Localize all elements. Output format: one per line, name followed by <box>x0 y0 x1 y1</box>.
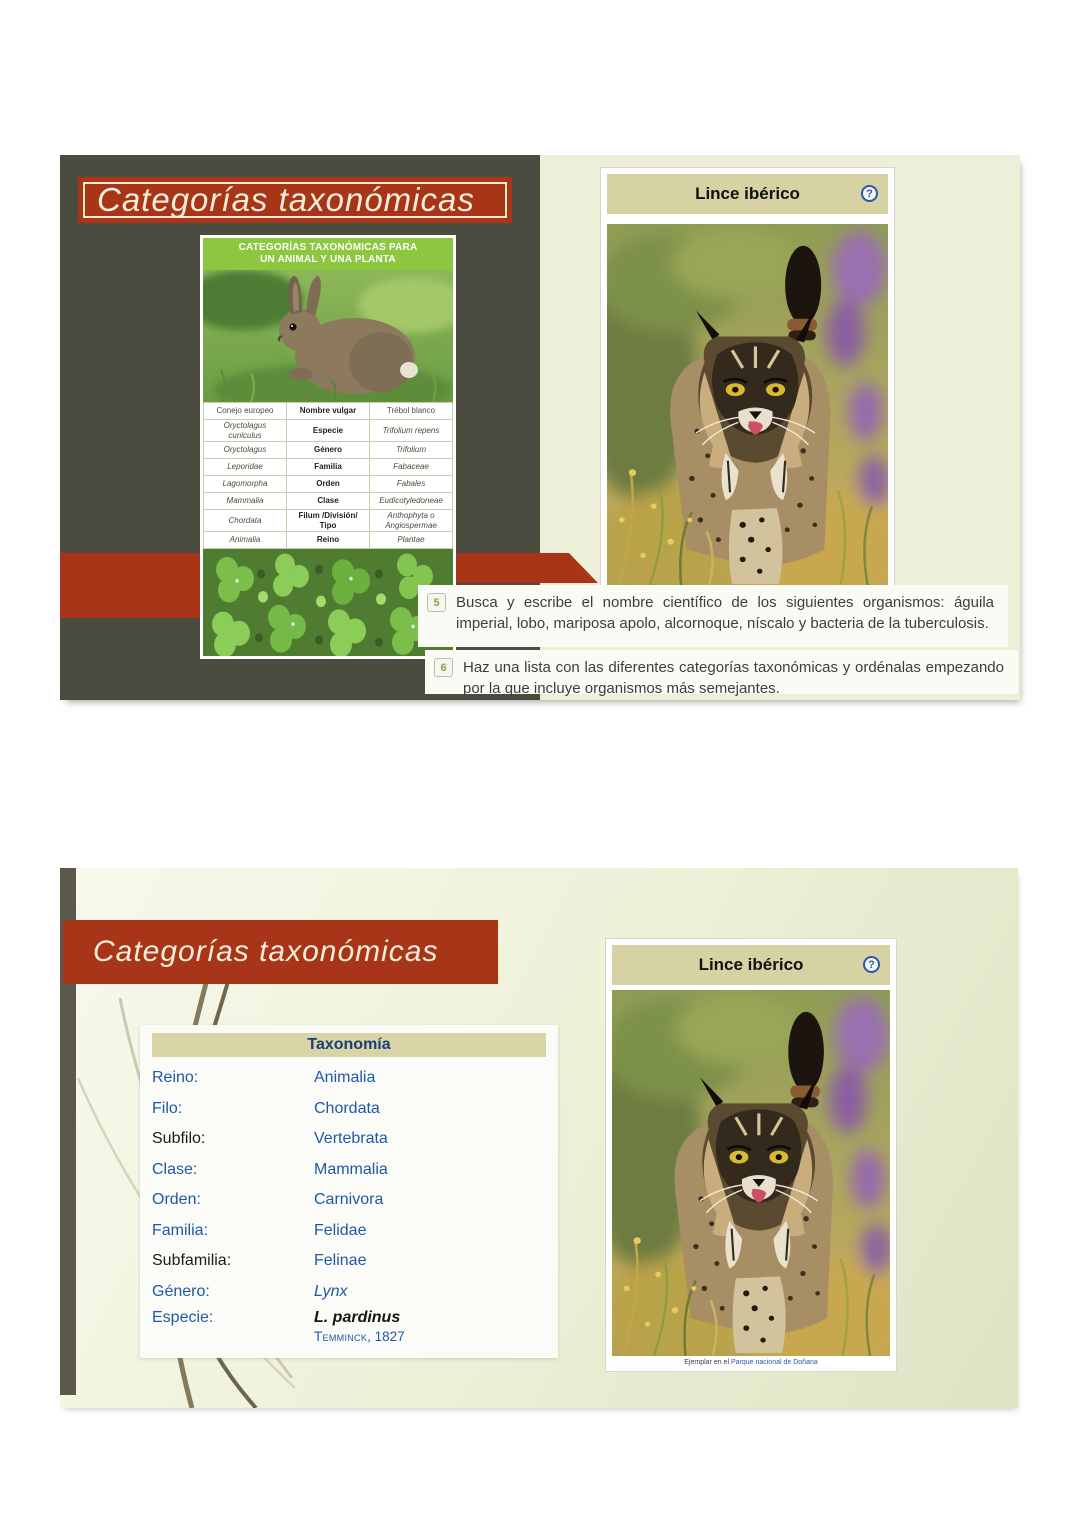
exercise-number-badge: 6 <box>434 658 453 677</box>
taxonomy-value-link[interactable]: Lynx <box>314 1282 348 1300</box>
help-icon[interactable]: ? <box>863 956 880 973</box>
taxonomy-label-link[interactable]: Orden: <box>152 1191 201 1209</box>
table-row <box>204 403 453 420</box>
lynx-photo-frame <box>612 990 890 1356</box>
cell-animal: Oryctolagus cuniculus <box>204 420 287 442</box>
help-icon[interactable]: ? <box>861 185 878 202</box>
taxonomy-value-link[interactable]: Carnivora <box>314 1191 384 1209</box>
taxonomy-row-species <box>152 1307 546 1361</box>
cell-plant: Fabaceae <box>370 459 453 476</box>
taxonomy-value-link[interactable]: Mammalia <box>314 1160 388 1178</box>
poster-table <box>203 402 453 549</box>
cell-category: Especie <box>287 420 370 442</box>
taxonomy-row <box>152 1124 546 1155</box>
cell-animal: Oryctolagus <box>204 442 287 459</box>
taxonomy-label-link[interactable]: Filo: <box>152 1099 183 1117</box>
taxonomy-row <box>152 1216 546 1247</box>
cell-category: Orden <box>287 476 370 493</box>
exercise-text: Busca y escribe el nombre científico de los siguientes organismos: águila imperial, lobo, mariposa apolo, alcornoque, níscalo y bacteria de la tuberculosis. <box>456 594 994 632</box>
exercise-number-badge: 5 <box>427 593 446 612</box>
lynx-taxobox <box>605 938 897 1372</box>
taxonomy-card-header: Taxonomía <box>152 1033 546 1057</box>
poster-header-line1: CATEGORÍAS TAXONÓMICAS PARA <box>238 242 418 253</box>
red-ribbon-left <box>60 553 201 618</box>
lynx-photo-frame <box>607 224 888 587</box>
taxobox-header <box>612 945 890 985</box>
authority-year: , 1827 <box>367 1329 405 1344</box>
table-row <box>204 442 453 459</box>
exercise-5 <box>418 585 1008 647</box>
taxonomy-row <box>152 1277 546 1308</box>
cell-plant: Trébol blanco <box>370 403 453 420</box>
caption-link[interactable]: Parque nacional de Doñana <box>730 1359 818 1366</box>
taxonomy-value-link[interactable]: Vertebrata <box>314 1130 388 1148</box>
poster-header-line2: UN ANIMAL Y UNA PLANTA <box>260 254 396 265</box>
cell-plant: Trifolium repens <box>370 420 453 442</box>
cell-plant: Plantae <box>370 532 453 549</box>
lynx-taxobox <box>600 167 895 600</box>
taxobox-title: Lince ibérico <box>695 184 800 203</box>
cell-animal: Lagomorpha <box>204 476 287 493</box>
slide-title: Categorías taxonómicas <box>93 935 439 968</box>
taxonomy-label-link[interactable]: Familia: <box>152 1221 209 1239</box>
taxonomy-value-link[interactable]: Felinae <box>314 1252 367 1270</box>
cell-animal: Chordata <box>204 510 287 532</box>
title-banner <box>78 177 512 223</box>
cell-category: Género <box>287 442 370 459</box>
exercise-text: Haz una lista con las diferentes categorías taxonómicas y ordénalas empezando por la que incluye organismos más semejantes. <box>463 659 1004 697</box>
poster-header <box>203 238 453 270</box>
cell-category: Reino <box>287 532 370 549</box>
exercise-6 <box>425 650 1018 697</box>
authority-name: Temminck <box>314 1329 368 1344</box>
rabbit-photo <box>203 270 453 402</box>
taxonomy-value-link[interactable]: Animalia <box>314 1069 376 1087</box>
taxonomy-row <box>152 1155 546 1186</box>
taxonomy-card <box>140 1025 558 1358</box>
taxonomy-label: Subfilo: <box>152 1130 206 1148</box>
taxonomy-label-link[interactable]: Clase: <box>152 1160 198 1178</box>
taxonomy-value-link[interactable]: Chordata <box>314 1099 380 1117</box>
taxonomy-row <box>152 1094 546 1125</box>
lynx-photo <box>612 990 890 1356</box>
taxonomy-row <box>152 1185 546 1216</box>
cell-animal: Animalia <box>204 532 287 549</box>
slide-title: Categorías taxonómicas <box>97 181 475 218</box>
cell-animal: Leporidae <box>204 459 287 476</box>
table-row <box>204 532 453 549</box>
slide-2 <box>60 868 1018 1408</box>
cell-plant: Eudicotyledoneae <box>370 493 453 510</box>
taxobox-header <box>607 174 888 214</box>
table-row <box>204 476 453 493</box>
cell-plant: Trifolium <box>370 442 453 459</box>
cell-plant: Anthophyta o Angiospermae <box>370 510 453 532</box>
species-authority <box>314 1329 405 1344</box>
table-row <box>204 420 453 442</box>
table-row <box>204 493 453 510</box>
taxonomy-value-link[interactable]: Felidae <box>314 1221 367 1239</box>
cell-category: Filum /División/ Tipo <box>287 510 370 532</box>
red-ribbon-arrow <box>445 553 598 583</box>
title-banner <box>63 920 498 984</box>
taxonomy-row <box>152 1246 546 1277</box>
taxonomy-label-link[interactable]: Género: <box>152 1282 210 1300</box>
cell-category: Clase <box>287 493 370 510</box>
caption-text: Ejemplar en el <box>684 1359 731 1366</box>
taxobox-title: Lince ibérico <box>698 955 804 974</box>
cell-category: Nombre vulgar <box>287 403 370 420</box>
lynx-photo <box>607 224 888 587</box>
taxonomy-row <box>152 1063 546 1094</box>
species-binomial: L. pardinus <box>314 1309 401 1326</box>
title-banner-border <box>83 182 507 218</box>
cell-animal: Mammalia <box>204 493 287 510</box>
cell-plant: Fabales <box>370 476 453 493</box>
slide-1 <box>60 155 1020 700</box>
cell-animal: Conejo europeo <box>204 403 287 420</box>
table-row <box>204 459 453 476</box>
taxonomy-label: Subfamilia: <box>152 1252 232 1270</box>
taxonomy-label-link[interactable]: Especie: <box>152 1309 214 1326</box>
species-value <box>314 1309 405 1344</box>
table-row <box>204 510 453 532</box>
photo-caption <box>612 1356 890 1367</box>
cell-category: Familia <box>287 459 370 476</box>
clover-photo <box>203 549 453 656</box>
taxonomy-label-link[interactable]: Reino: <box>152 1069 199 1087</box>
